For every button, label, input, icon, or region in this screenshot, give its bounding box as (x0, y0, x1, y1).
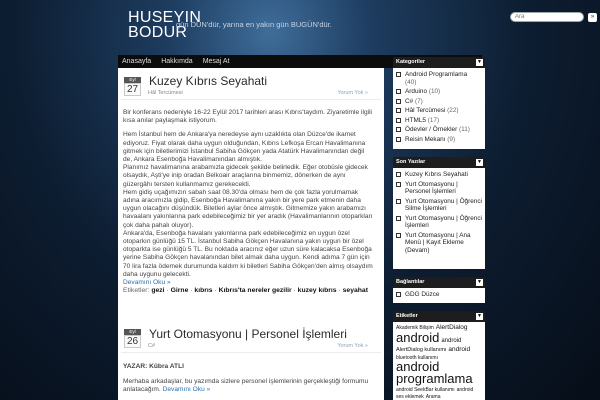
site-title-line1[interactable]: HUSEYIN (128, 9, 202, 26)
tag-link[interactable]: kuzey kıbrıs (297, 287, 337, 294)
tag-link[interactable]: Kıbrıs'ta nereler gezilir (218, 287, 292, 294)
post-icon (396, 182, 401, 187)
recent-post-item[interactable]: Yurt Otomasyonu | Öğrenci İşlemleri (393, 214, 485, 231)
post-icon (396, 199, 401, 204)
post-paragraph-text: Merhaba arkadaşlar, bu yazımda sizlere personel işlemlerinin gerçekleştiği formumu anlatacağım. (123, 378, 369, 394)
links-widget (393, 277, 485, 303)
recent-post-item[interactable]: Yurt Otomasyonu | Personel İşlemleri (393, 180, 485, 197)
post-paragraph: Hem İstanbul hem de Ankara'ya neredeyse aynı uzaklıkta olan Düzce'de ikamet ediyoruz. Fiyat olarak daha uygun olduğundan, Kıbrıs Lefkoşa Ercan Havalimanına gitmek için biletlerimizi İstanbul Sabiha Gökçen yada Atatürk Havalimanından değil de, Ankara Esenboğa Havalimanından almıştık. (123, 131, 366, 164)
tag-cloud-link[interactable]: android (396, 359, 440, 374)
read-more-link[interactable]: Devamını Oku » (162, 386, 211, 394)
collapse-arrow-icon[interactable]: ▼ (477, 313, 482, 319)
folder-icon (396, 108, 401, 113)
post-author: YAZAR: Kübra ATLI (123, 363, 184, 370)
folder-icon (396, 137, 401, 142)
post-category[interactable]: Hâl Tercümesi (148, 90, 183, 96)
folder-icon (396, 118, 401, 123)
recent-post-item[interactable]: Yurt Otomasyonu | Öğrenci Silme İşlemleri (393, 197, 485, 214)
tag-cloud-link[interactable]: AlertDialog kullanımı (396, 346, 447, 353)
category-item[interactable]: Hâl Tercümesi (22) (393, 106, 485, 116)
recent-posts-widget (393, 157, 485, 269)
divider (121, 99, 381, 100)
widget-title (393, 57, 485, 68)
category-item[interactable]: Reisin Mekanı (9) (393, 135, 485, 145)
search-input[interactable] (510, 12, 584, 22)
folder-icon (396, 127, 401, 132)
tag-cloud-link[interactable]: programlama (396, 371, 473, 387)
post-date (124, 77, 141, 96)
post-paragraph: Ankara'da, Esenboğa havalanı yakınlarına park edebileceğimiz en uygun özel otoparkın günlüğü 15 TL. İstanbul Sabiha Gökçen Havalanına yakın uygun bir özel otoparkta ise günlüğü 5 TL. Bu noktada aracınız eğer uzun süre kalacaksa Esenboğa yerine Sabiha Gökçen havalanından bilet almak daha uygun. Kendi adıma 7 gün için 70 lira fazla ödemek durumunda kaldım ki biletleri Sabiha Gökçen'den almış olsaydım daha uygunu gelecekti. (123, 229, 373, 278)
widget-title-text: Kategoriler (396, 59, 426, 65)
post-comments-link[interactable]: Yorum Yok » (337, 343, 368, 349)
nav-about[interactable]: Hakkımda (161, 58, 193, 65)
tag-link[interactable]: gezi (151, 287, 165, 294)
recent-posts-list (393, 168, 485, 256)
tag-cloud-link[interactable]: AlertDialog (435, 324, 468, 331)
post-paragraph (123, 378, 373, 394)
post-paragraph: Bir konferans nedeniyle 16-22 Eylül 2017 tarihleri arası Kıbrıs'taydım. Ziyaretimle ilgili kısa anılar paylaşmak istiyorum. (123, 109, 373, 125)
post-icon (396, 216, 401, 221)
nav-contact[interactable]: Mesaj At (202, 58, 230, 65)
post-paragraph: Planımız havalimanına arabamızla gidecek şekilde belirledik. Eğer otobüsle gidecek olsaydık, Aşti'ye inip oradan Belkoair araçlarına binmemiz, dönerken de aynı güzergâhı tersten kullanmamız gerekecekti. (123, 164, 368, 188)
tag-cloud-link[interactable]: android (441, 338, 462, 345)
site-header (118, 0, 595, 52)
widget-title-text: Etiketler (396, 313, 418, 319)
post-comments-link[interactable]: Yorum Yok » (337, 90, 368, 96)
read-more-link[interactable]: Devamını Oku » (123, 279, 171, 287)
nav-home[interactable]: Anasayfa (122, 58, 152, 65)
collapse-arrow-icon[interactable]: ▼ (477, 279, 482, 285)
post-date-day: 26 (124, 335, 141, 348)
tag-cloud-link[interactable]: Arama (425, 393, 441, 400)
post-date-day: 27 (124, 83, 141, 96)
tag-cloud-link[interactable]: bluetooth kullanımı (396, 354, 438, 361)
tag-link[interactable]: seyahat (342, 287, 368, 294)
post-title[interactable]: Yurt Otomasyonu | Personel İşlemleri (149, 327, 347, 341)
link-item[interactable]: GDG Düzce (393, 290, 485, 300)
category-list (393, 68, 485, 145)
tag-cloud (393, 322, 485, 400)
post-title[interactable]: Kuzey Kıbrıs Seyahati (149, 74, 268, 88)
tags-label: Etiketler: (123, 287, 150, 294)
recent-post-item[interactable]: Kuzey Kıbrıs Seyahati (393, 170, 485, 180)
tag-cloud-link[interactable]: android SeekBar kullanımı (396, 386, 455, 393)
recent-post-item[interactable]: Yurt Otomasyonu | Ana Menü | Kayıt Ekleme (Devam) (393, 231, 485, 256)
category-item[interactable]: Arduino (10) (393, 87, 485, 97)
widget-title-text: Son Yazılar (396, 159, 426, 165)
tags-widget (393, 311, 485, 400)
post-category[interactable]: C# (148, 343, 156, 349)
link-icon (396, 292, 401, 297)
category-item[interactable]: Ödevler / Örnekler (11) (393, 125, 485, 135)
category-item[interactable]: C# (7) (393, 97, 485, 107)
site-description: gün DÜN'dür, yarına en yakın gün BUGÜN'dür. (176, 20, 332, 29)
divider (121, 352, 381, 353)
tag-link[interactable]: kıbrıs (194, 287, 213, 294)
post-body (123, 363, 373, 395)
sidebar (393, 55, 485, 400)
widget-title (393, 277, 485, 288)
post-icon (396, 233, 401, 238)
post-body (123, 109, 373, 287)
post-icon (396, 172, 401, 177)
content-area (118, 68, 384, 400)
tag-cloud-link[interactable]: android ses eklemek (396, 386, 474, 400)
tag-cloud-link[interactable]: Akademik Bilişim (396, 325, 434, 331)
widget-title-text: Bağlantılar (396, 279, 425, 285)
post-date-month: Eyl (124, 77, 141, 83)
widget-title (393, 311, 485, 322)
categories-widget (393, 57, 485, 149)
search-button[interactable]: » (588, 13, 597, 22)
tag-link[interactable]: Girne (170, 287, 189, 294)
folder-icon (396, 72, 401, 77)
post-date-month: Eyl (124, 329, 141, 335)
folder-icon (396, 89, 401, 94)
widget-title (393, 157, 485, 168)
post-date (124, 329, 141, 348)
tag-cloud-link[interactable]: android (396, 330, 440, 346)
collapse-arrow-icon[interactable]: ▼ (477, 59, 482, 65)
site-title-line2[interactable]: BODUR (128, 24, 188, 41)
collapse-arrow-icon[interactable]: ▼ (477, 159, 482, 165)
category-item[interactable]: Android Programlama (40) (393, 70, 485, 87)
tag-cloud-link[interactable]: android (448, 345, 471, 353)
post-tags: Etiketler: gezi · Girne · kıbrıs · Kıbrıs'ta nereler gezilir · kuzey kıbrıs · seyahat (123, 287, 368, 294)
post-paragraph: Hem gidiş uçağımızın sabah saat 08.30'da olması hem de çok fazla yorulmamak adına aracımızla gidip, Esenboğa Havalimanına yakın bir yere park etmenin daha uygun olacağını düşündük. Biletleri aylar önce almıştık. Gitmemize yakın arabamızı havaalanı yakınlarına park edebileceğimiz bir yer aradık (Havalimanlarının otoparkları çok daha pahalı oluyor). (123, 188, 373, 229)
category-item[interactable]: HTML5 (17) (393, 116, 485, 126)
links-list (393, 288, 485, 301)
folder-icon (396, 99, 401, 104)
